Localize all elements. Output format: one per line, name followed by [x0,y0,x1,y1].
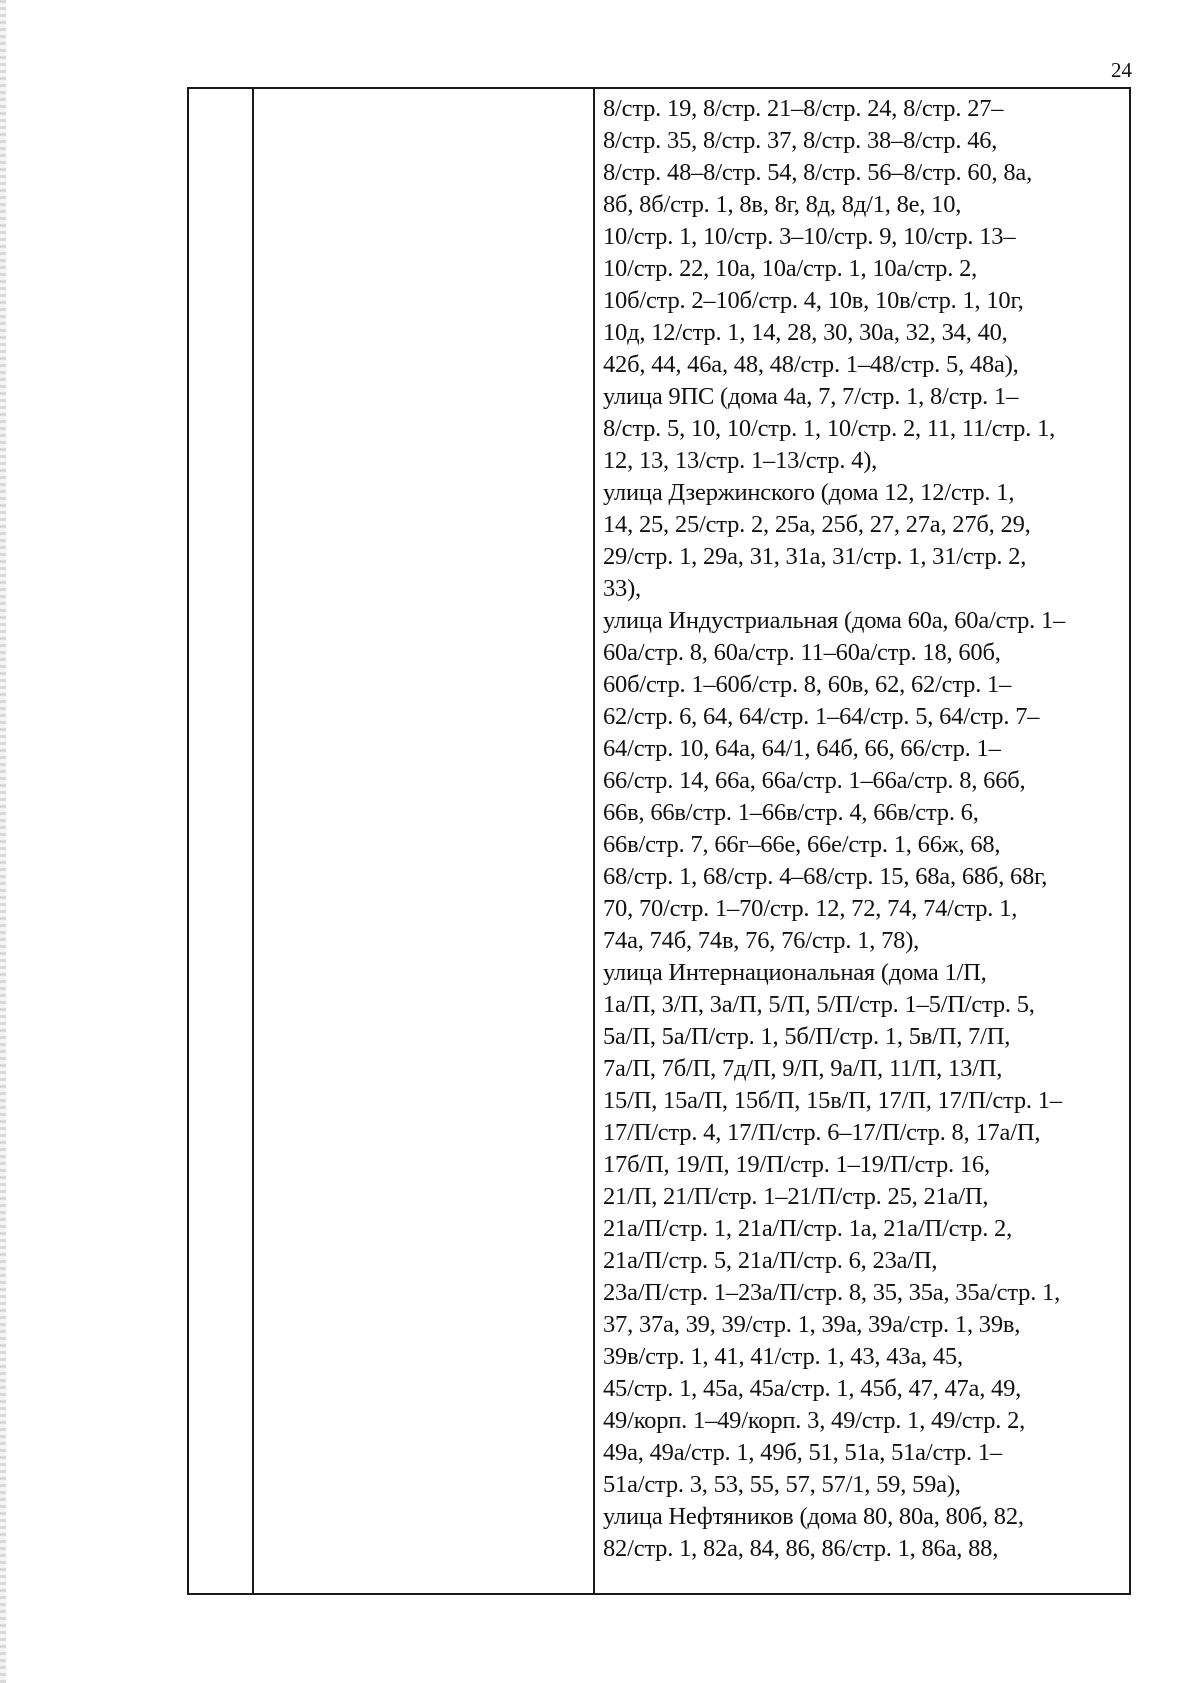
address-line: 74а, 74б, 74в, 76, 76/стр. 1, 78), [603,927,920,954]
address-line: 66в/стр. 7, 66г–66е, 66е/стр. 1, 66ж, 68, [603,831,1001,858]
address-line: 66/стр. 14, 66а, 66а/стр. 1–66а/стр. 8, 66б, [603,767,1026,794]
address-line: 10д, 12/стр. 1, 14, 28, 30, 30а, 32, 34, 40, [603,319,1008,346]
address-line: 49а, 49а/стр. 1, 49б, 51, 51а, 51а/стр. 1– [603,1439,1002,1466]
address-line: 82/стр. 1, 82а, 84, 86, 86/стр. 1, 86а, 88, [603,1535,999,1562]
address-line: 8/стр. 19, 8/стр. 21–8/стр. 24, 8/стр. 27– [603,95,1004,122]
address-line: 21а/П/стр. 1, 21а/П/стр. 1а, 21а/П/стр. 2, [603,1215,1013,1242]
scan-edge-noise [0,0,6,1683]
address-table [187,87,1131,1595]
address-line: 8/стр. 5, 10, 10/стр. 1, 10/стр. 2, 11, 11/стр. 1, [603,415,1056,442]
address-line: улица Индустриальная (дома 60а, 60а/стр. 1– [603,607,1066,634]
address-line: 42б, 44, 46а, 48, 48/стр. 1–48/стр. 5, 48а), [603,351,1019,378]
address-line: 10/стр. 22, 10а, 10а/стр. 1, 10а/стр. 2, [603,255,978,282]
address-line: 66в, 66в/стр. 1–66в/стр. 4, 66в/стр. 6, [603,799,979,826]
address-line: 51а/стр. 3, 53, 55, 57, 57/1, 59, 59а), [603,1471,961,1498]
address-line: 17б/П, 19/П, 19/П/стр. 1–19/П/стр. 16, [603,1151,990,1178]
address-line: 5а/П, 5а/П/стр. 1, 5б/П/стр. 1, 5в/П, 7/П, [603,1023,1011,1050]
address-line: 39в/стр. 1, 41, 41/стр. 1, 43, 43а, 45, [603,1343,963,1370]
address-line: 8б, 8б/стр. 1, 8в, 8г, 8д, 8д/1, 8е, 10, [603,191,962,218]
table-column-divider [593,89,595,1593]
address-line: 14, 25, 25/стр. 2, 25а, 25б, 27, 27а, 27б, 29, [603,511,1031,538]
page-number: 24 [1111,58,1132,82]
address-line: улица Нефтяников (дома 80, 80а, 80б, 82, [603,1503,1024,1530]
address-line: 15/П, 15а/П, 15б/П, 15в/П, 17/П, 17/П/стр. 1– [603,1087,1062,1114]
address-line: 1а/П, 3/П, 3а/П, 5/П, 5/П/стр. 1–5/П/стр. 5, [603,991,1035,1018]
address-line: 49/корп. 1–49/корп. 3, 49/стр. 1, 49/стр. 2, [603,1407,1026,1434]
address-line: 45/стр. 1, 45а, 45а/стр. 1, 45б, 47, 47а, 49, [603,1375,1022,1402]
address-line: 33), [603,575,641,602]
address-line: 8/стр. 35, 8/стр. 37, 8/стр. 38–8/стр. 46, [603,127,998,154]
address-line: 8/стр. 48–8/стр. 54, 8/стр. 56–8/стр. 60, 8а, [603,159,1032,186]
address-line: 21/П, 21/П/стр. 1–21/П/стр. 25, 21а/П, [603,1183,989,1210]
address-line: 62/стр. 6, 64, 64/стр. 1–64/стр. 5, 64/стр. 7– [603,703,1040,730]
address-line: 70, 70/стр. 1–70/стр. 12, 72, 74, 74/стр. 1, [603,895,1018,922]
address-list-cell [603,93,1129,1565]
address-line: 64/стр. 10, 64а, 64/1, 64б, 66, 66/стр. 1– [603,735,1001,762]
address-line: 60б/стр. 1–60б/стр. 8, 60в, 62, 62/стр. 1– [603,671,1012,698]
address-line: 12, 13, 13/стр. 1–13/стр. 4), [603,447,878,474]
address-line: 23а/П/стр. 1–23а/П/стр. 8, 35, 35а, 35а/стр. 1, [603,1279,1061,1306]
address-line: 10/стр. 1, 10/стр. 3–10/стр. 9, 10/стр. 13– [603,223,1016,250]
address-line: 17/П/стр. 4, 17/П/стр. 6–17/П/стр. 8, 17а/П, [603,1119,1041,1146]
address-line: улица Дзержинского (дома 12, 12/стр. 1, [603,479,1015,506]
address-line: 37, 37а, 39, 39/стр. 1, 39а, 39а/стр. 1, 39в, [603,1311,1021,1338]
address-line: 21а/П/стр. 5, 21а/П/стр. 6, 23а/П, [603,1247,938,1274]
address-line: 68/стр. 1, 68/стр. 4–68/стр. 15, 68а, 68б, 68г, [603,863,1048,890]
table-column-divider [252,89,254,1593]
address-line: 10б/стр. 2–10б/стр. 4, 10в, 10в/стр. 1, 10г, [603,287,1024,314]
address-line: улица Интернациональная (дома 1/П, [603,959,987,986]
address-line: 7а/П, 7б/П, 7д/П, 9/П, 9а/П, 11/П, 13/П, [603,1055,1003,1082]
address-line: 60а/стр. 8, 60а/стр. 11–60а/стр. 18, 60б, [603,639,1001,666]
address-line: 29/стр. 1, 29а, 31, 31а, 31/стр. 1, 31/стр. 2, [603,543,1027,570]
address-line: улица 9ПС (дома 4а, 7, 7/стр. 1, 8/стр. 1– [603,383,1019,410]
